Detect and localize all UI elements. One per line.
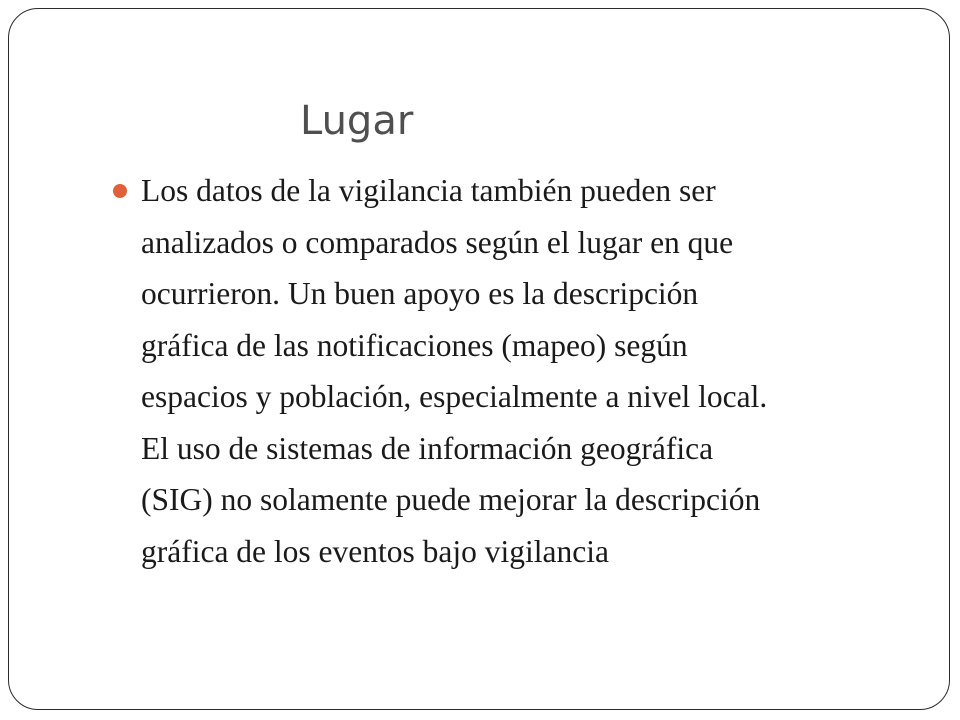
bullet-line: El uso de sistemas de información geográfica	[141, 430, 714, 466]
bullet-list	[113, 165, 913, 577]
bullet-line: gráfica de las notificaciones (mapeo) según	[141, 327, 688, 363]
bullet-line: Los datos de la vigilancia también pueden ser	[141, 173, 716, 208]
bullet-line: espacios y población, especialmente a nivel local.	[141, 379, 768, 414]
bullet-text	[141, 165, 913, 577]
bullet-line: (SIG) no solamente puede mejorar la descripción	[141, 482, 761, 517]
slide-title: Lugar	[300, 98, 414, 144]
slide-frame	[8, 8, 950, 710]
bullet-line: ocurrieron. Un buen apoyo es la descripción	[141, 276, 699, 311]
bullet-item	[113, 165, 913, 577]
bullet-dot-icon	[113, 184, 127, 198]
bullet-line: gráfica de los eventos bajo vigilancia	[141, 533, 609, 569]
bullet-line: analizados o comparados según el lugar en que	[141, 224, 734, 260]
